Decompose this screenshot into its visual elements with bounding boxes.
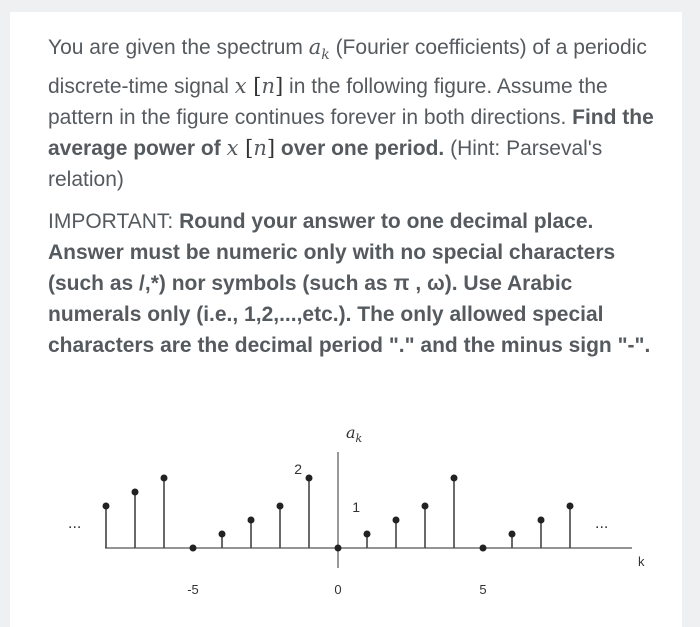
stem-marker: [422, 503, 429, 510]
x-of-n-symbol-2: x [n]: [226, 136, 276, 161]
left-ellipsis: ...: [68, 515, 82, 532]
stem-marker: [190, 545, 197, 552]
question-hint: (Hint: Parseval's relation): [48, 137, 603, 192]
value-label: 1: [352, 499, 360, 515]
x-tick-label: 0: [334, 582, 342, 597]
stem-marker: [451, 474, 458, 481]
stem-marker: [567, 503, 574, 510]
stem-marker: [480, 545, 487, 552]
x-axis-label: k: [638, 554, 645, 569]
question-intro: You are given the spectrum: [48, 36, 309, 59]
stem-marker: [277, 503, 284, 510]
stem-marker: [509, 531, 516, 538]
stem-marker: [103, 503, 110, 510]
question-body: (Fourier coefficients) of a periodic discrete-time signal: [48, 36, 647, 99]
right-ellipsis: ...: [595, 515, 609, 532]
x-of-n-symbol: x [n]: [234, 74, 284, 99]
stem-marker: [219, 531, 226, 538]
stem-plot: [10, 12, 682, 627]
stem-marker: [248, 516, 255, 523]
question-assumption: in the following figure. Assume the pattern in the figure continues forever in both directions.: [48, 75, 608, 130]
question-task-end: over one period.: [275, 137, 445, 161]
question-card: [10, 12, 682, 627]
important-instructions: Round your answer to one decimal place. Answer must be numeric only with no special characters (such as /,*) nor symbols (such as π , ω). Use Arabic numerals only (i.e., 1,2,...,etc.). The only allowed special characters are the decimal period "." and the minus sign "-".: [48, 210, 651, 357]
ak-symbol: $a_k$: [308, 35, 330, 64]
stem-marker: [538, 516, 545, 523]
value-label: 2: [294, 461, 302, 477]
x-tick-label: -5: [187, 582, 199, 597]
stem-marker: [161, 474, 168, 481]
stem-marker: [364, 531, 371, 538]
question-task: Find the average power of: [48, 106, 654, 161]
stem-marker: [393, 516, 400, 523]
x-tick-label: 5: [479, 582, 487, 597]
stem-marker: [306, 474, 313, 481]
y-axis-label-sub: k: [355, 432, 363, 445]
stem-marker: [335, 545, 342, 552]
y-axis-label: $a_k$: [346, 423, 363, 445]
stem-marker: [132, 489, 139, 496]
important-label: IMPORTANT:: [48, 210, 180, 233]
